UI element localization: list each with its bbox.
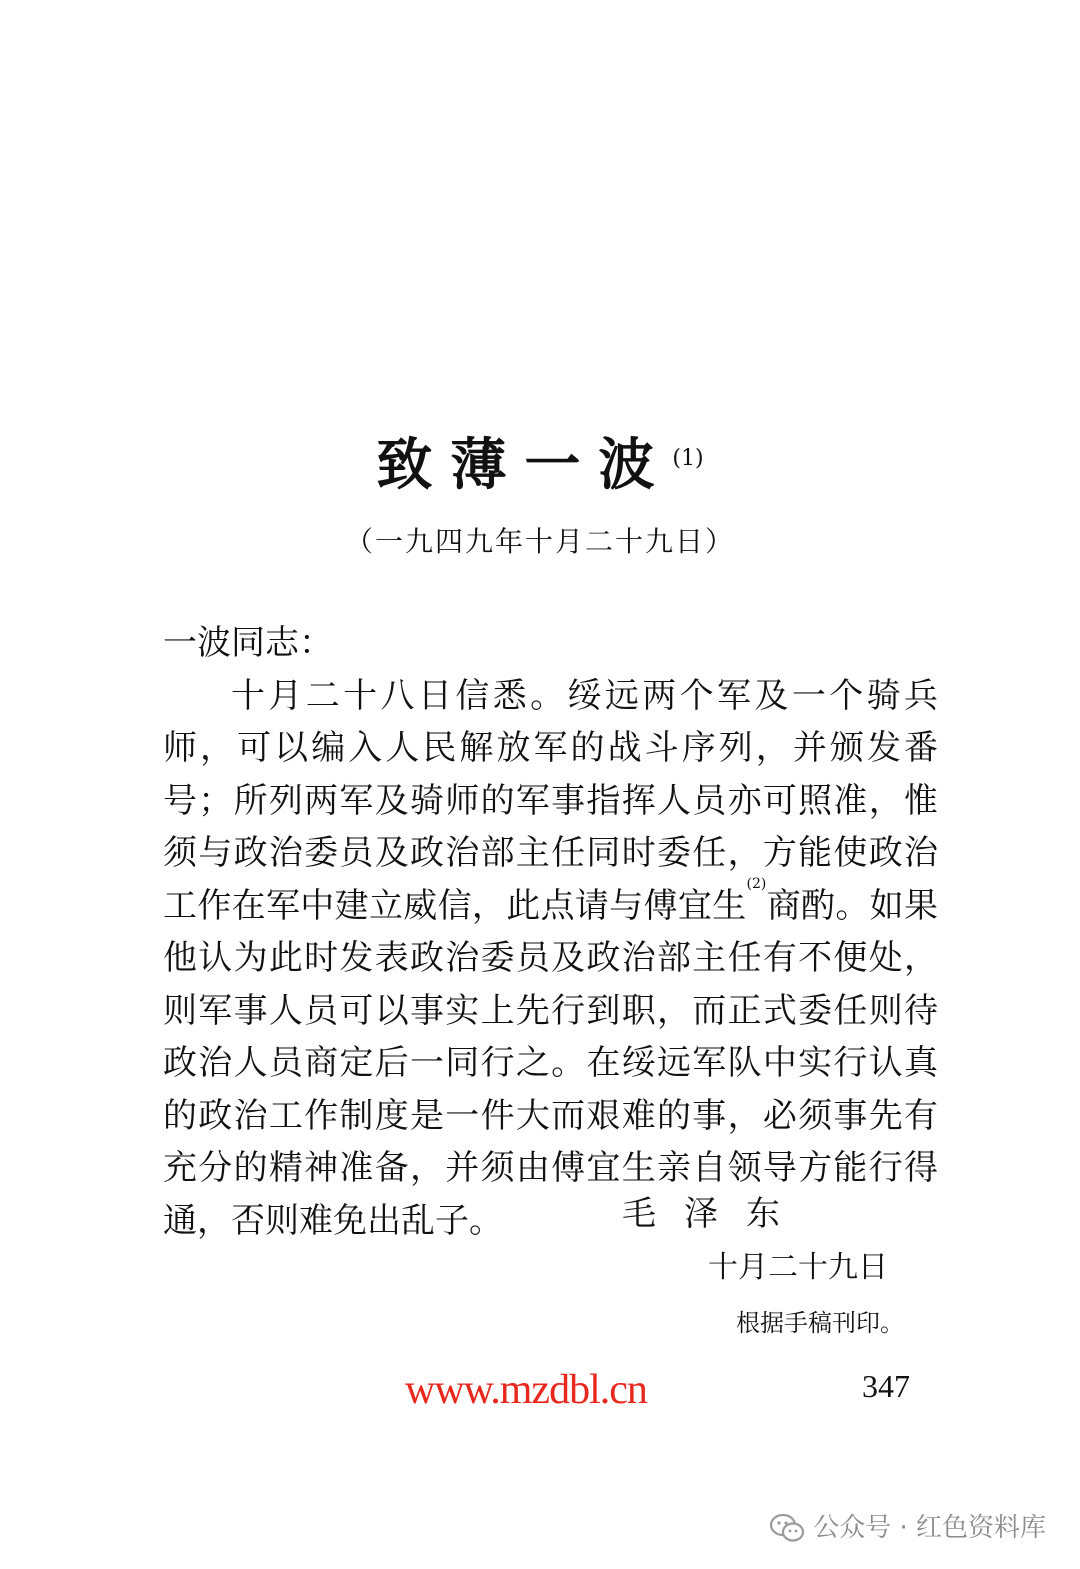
document-title (0, 430, 1080, 500)
title-footnote-marker: (1) (672, 446, 704, 471)
wechat-watermark (769, 1508, 1046, 1548)
paragraph-text-part1: 十月二十八日信悉。绥远两个军及一个骑兵师，可以编入人民解放军的战斗序列，并颁发番号；所列两军及骑师的军事指挥人员亦可照准，惟须与政治委员及政治部主任同时委任，方能使政治工作在军中建立威信，此点请与傅宜生 (163, 675, 938, 926)
signature: 毛泽东 (622, 1194, 808, 1234)
website-watermark: www.mzdbl.cn (405, 1367, 647, 1413)
document-date: （一九四九年十月二十九日） (344, 525, 735, 558)
salutation: 一波同志： (163, 623, 333, 663)
page-number: 347 (862, 1368, 910, 1404)
signature-date: 十月二十九日 (708, 1250, 888, 1285)
letter-body (163, 617, 938, 1247)
watermark-text: 公众号 · 红色资料库 (813, 1513, 1046, 1543)
title-text: 致薄一波 (376, 432, 673, 498)
paragraph-text-part2: 商酌。如果他认为此时发表政治委员及政治部主任有不便处，则军事人员可以事实上先行到职，而正式委任则待政治人员商定后一同行之。在绥远军队中实行认真的政治工作制度是一件大而艰难的事，必须事先有充分的精神准备，并须由傅宜生亲自领导方能行得通，否则难免出乱子。 (163, 885, 939, 1241)
body-footnote-marker: (2) (746, 875, 767, 892)
wechat-icon (769, 1513, 805, 1543)
letter-paragraph (163, 670, 938, 1248)
source-note: 根据手稿刊印。 (736, 1309, 904, 1337)
